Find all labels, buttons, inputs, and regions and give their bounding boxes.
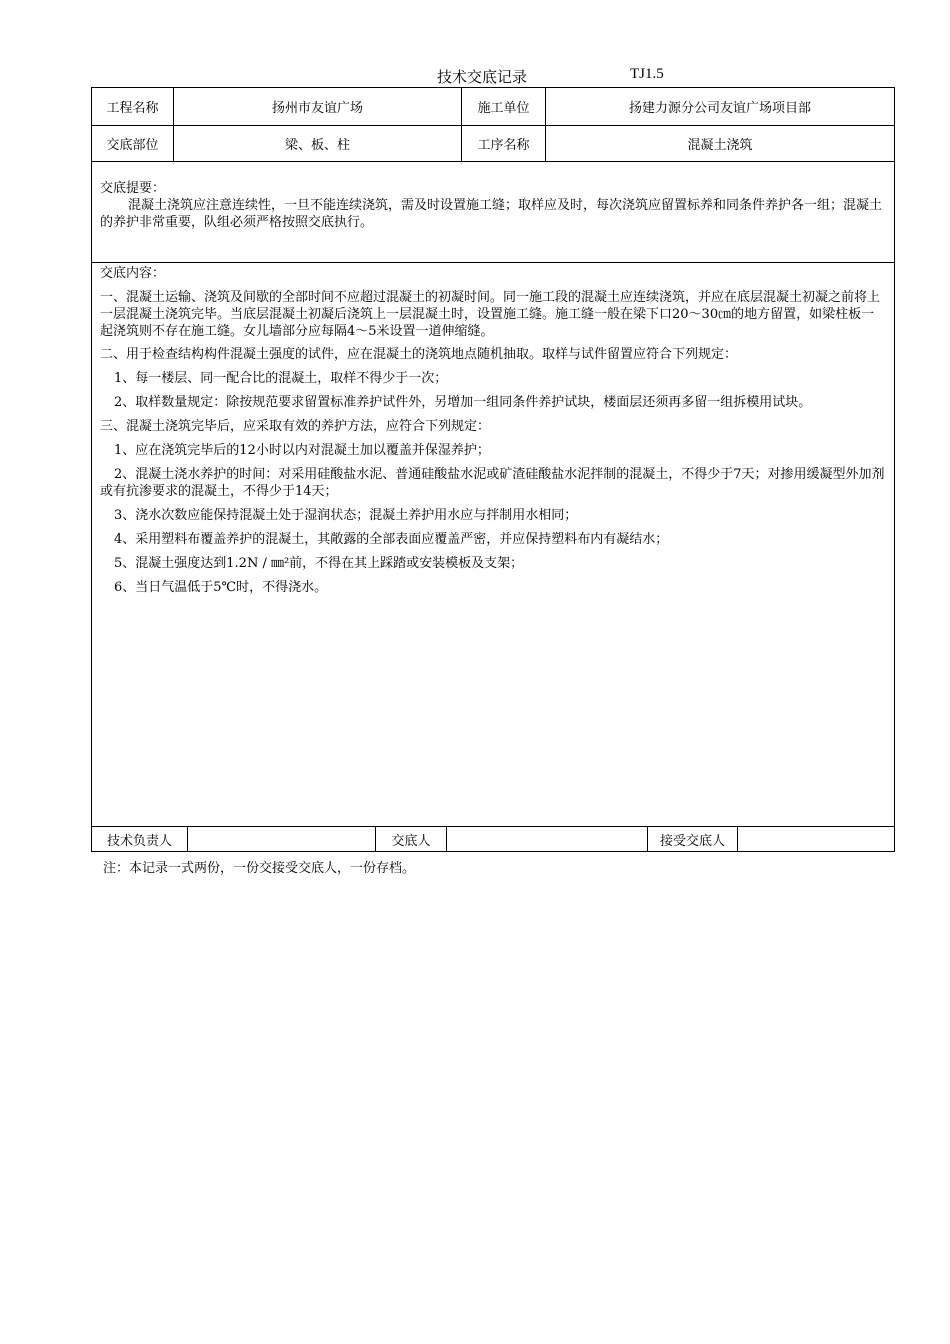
row-divider: [92, 161, 894, 162]
content-item: 二、用于检查结构构件混凝土强度的试件，应在混凝土的浇筑地点随机抽取。取样与试件留置应符合下列规定：: [100, 347, 738, 362]
tech-lead-signature-field[interactable]: [188, 827, 375, 851]
content-heading: 交底内容：: [100, 266, 166, 281]
receiver-signature-field[interactable]: [738, 827, 894, 851]
discloser-label: 交底人: [391, 833, 431, 849]
content-item: 1、每一楼层、同一配合比的混凝土，取样不得少于一次；: [114, 371, 448, 386]
project-name-label: 工程名称: [106, 101, 159, 116]
process-value: 混凝土浇筑: [687, 138, 753, 153]
discloser-signature-field[interactable]: [447, 827, 647, 851]
summary-heading: 交底提要：: [100, 181, 166, 196]
tech-lead-label: 技术负责人: [106, 833, 172, 849]
summary-section: [100, 180, 886, 231]
document-title-bar: [0, 64, 950, 86]
content-section: [100, 265, 886, 603]
location-value: 梁、板、柱: [284, 138, 350, 153]
content-item: 1、应在浇筑完毕后的12小时以内对混凝土加以覆盖并保湿养护；: [114, 443, 490, 458]
document-code: TJ1.5: [630, 66, 664, 82]
location-label: 交底部位: [106, 138, 159, 153]
content-item: 4、采用塑料布覆盖养护的混凝土，其敞露的全部表面应覆盖严密，并应保持塑料布内有凝结水；: [114, 532, 669, 547]
row-divider: [92, 262, 894, 263]
summary-text: 混凝土浇筑应注意连续性，一旦不能连续浇筑，需及时设置施工缝；取样应及时，每次浇筑应留置标养和同条件养护各一组；混凝土的养护非常重要，队组必须严格按照交底执行。: [100, 198, 883, 230]
footer-note: 注：本记录一式两份，一份交接受交底人，一份存档。: [103, 861, 416, 876]
contractor-label: 施工单位: [477, 101, 530, 116]
content-item: 一、混凝土运输、浇筑及间歇的全部时间不应超过混凝土的初凝时间。同一施工段的混凝土应连续浇筑，并应在底层混凝土初凝之前将上一层混凝土浇筑完毕。当底层混凝土初凝后浇筑上一层混凝土时，设置施工缝。施工缝一般在梁下口20～30㎝的地方留置，如梁柱板一起浇筑则不存在施工缝。女儿墙部分应每隔4～5米设置一道伸缩缝。: [100, 290, 881, 339]
content-item: 三、混凝土浇筑完毕后，应采取有效的养护方法，应符合下列规定：: [100, 419, 491, 434]
project-name-value: 扬州市友谊广场: [271, 101, 363, 116]
content-item: 2、取样数量规定：除按规范要求留置标准养护试件外，另增加一组同条件养护试块，楼面层还须再多留一组拆模用试块。: [114, 395, 812, 410]
content-item: 3、浇水次数应能保持混凝土处于湿润状态；混凝土养护用水应与拌制用水相同；: [114, 508, 578, 523]
content-item: 5、混凝土强度达到1.2N / ㎜²前，不得在其上踩踏或安装模板及支架；: [114, 556, 524, 571]
contractor-value: 扬建力源分公司友谊广场项目部: [628, 101, 811, 116]
content-item: 6、当日气温低于5℃时，不得浇水。: [114, 580, 328, 595]
process-label: 工序名称: [477, 138, 530, 153]
content-item: 2、混凝土浇水养护的时间：对采用硅酸盐水泥、普通硅酸盐水泥或矿渣硅酸盐水泥拌制的混凝土，不得少于7天；对掺用缓凝型外加剂或有抗渗要求的混凝土，不得少于14天；: [100, 467, 885, 499]
document-title: 技术交底记录: [437, 68, 528, 86]
record-table: [91, 87, 895, 852]
receiver-label: 接受交底人: [659, 833, 725, 849]
